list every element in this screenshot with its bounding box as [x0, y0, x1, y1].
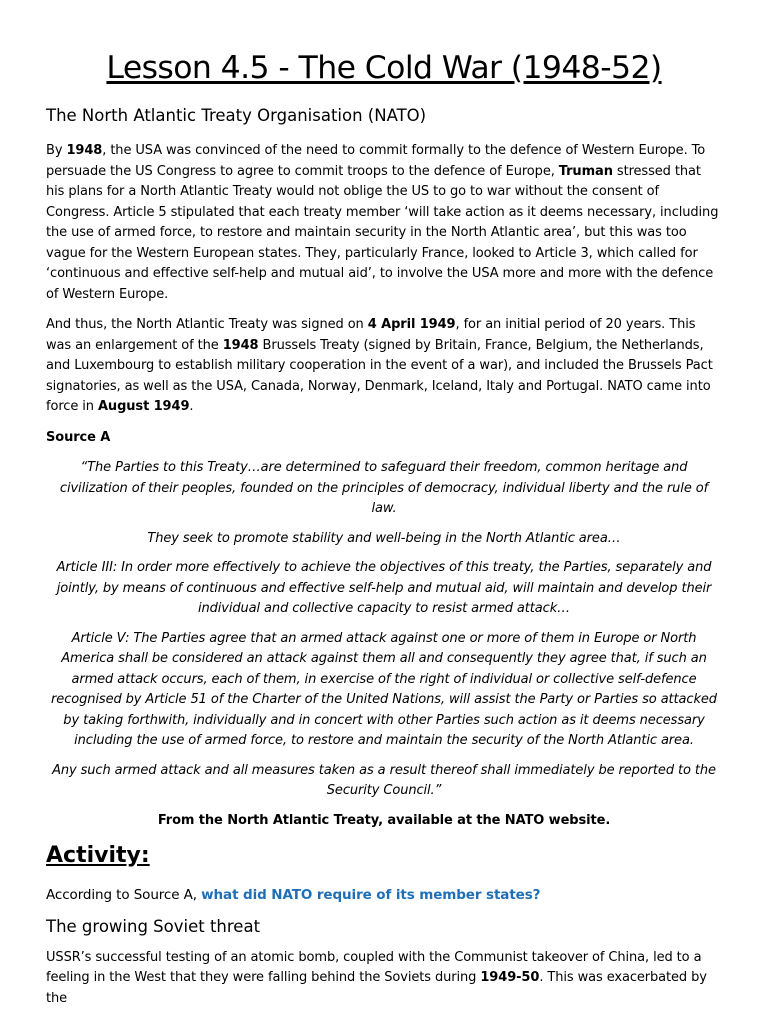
source-label: Source A — [46, 429, 111, 445]
activity-heading: Activity: — [46, 843, 150, 868]
nato-heading: The North Atlantic Treaty Organisation (NATO) — [46, 106, 427, 125]
quote-paragraph-1: “The Parties to this Treaty…are determined to safeguard their freedom, common heritage and civilization of their peoples, founded on the principles of democracy, individual liberty and the rule of law. — [59, 460, 709, 516]
quote-paragraph-4: Article V: The Parties agree that an armed attack against one or more of them in Europe or North America shall be considered an attack against them all and consequently they agree that, if such an armed attack occurs, each of them, in exercise of the right of individual or collective self-defence recognised by Article 51 of the Charter of the United Nations, will assist the Party or Parties so attacked by taking forthwith, individually and in concert with other Parties such action as it deems necessary including the use of armed force, to restore and maintain the security of the North Atlantic area. — [51, 630, 717, 748]
nato-paragraph-2: And thus, the North Atlantic Treaty was signed on 4 April 1949, for an initial period of 20 years. This was an enlargement of the 1948 Brussels Treaty (signed by Britain, France, Belgium, the Netherlands, and Luxembourg to establish military cooperation in the event of a war), and included the Brussels Pact signatories, as well as the USA, Canada, Norway, Denmark, Iceland, Italy and Portugal. NATO came into force in August 1949. — [46, 317, 713, 414]
soviet-threat-heading: The growing Soviet threat — [46, 916, 261, 936]
activity-question-link: what did NATO require of its member states? — [201, 887, 541, 903]
nato-paragraph-1: By 1948, the USA was convinced of the need to commit formally to the defence of Western Europe. To persuade the US Congress to agree to commit troops to the defence of Europe, Truman stressed that his plans for a North Atlantic Treaty would not oblige the US to go to war without the consent of Congress. Article 5 stipulated that each treaty member ‘will take action as it deems necessary, including the use of armed force, to restore and maintain security in the North Atlantic area’, but this was too vague for the Western European states. They, particularly France, looked to Article 3, which called for ‘continuous and effective self-help and mutual aid’, to involve the USA more and more with the defence of Western Europe. — [46, 143, 719, 302]
lesson-title: Lesson 4.5 - The Cold War (1948-52) — [106, 50, 662, 86]
quote-paragraph-3: Article III: In order more effectively to achieve the objectives of this treaty, the Parties, separately and jointly, by means of continuous and effective self-help and mutual aid, will maintain and develop their individual and collective capacity to resist armed attack… — [56, 560, 712, 616]
soviet-paragraph: USSR’s successful testing of an atomic bomb, coupled with the Communist takeover of China, led to a feeling in the West that they were falling behind the Soviets during 1949-50. This was exacerbated by the — [46, 949, 707, 1006]
citation: From the North Atlantic Treaty, available at the NATO website. — [157, 812, 611, 828]
quote-paragraph-2: They seek to promote stability and well-being in the North Atlantic area… — [147, 530, 621, 546]
quote-paragraph-5: Any such armed attack and all measures taken as a result thereof shall immediately be reported to the Security Council.” — [52, 762, 716, 798]
activity-question: According to Source A, what did NATO require of its member states? — [46, 887, 541, 903]
